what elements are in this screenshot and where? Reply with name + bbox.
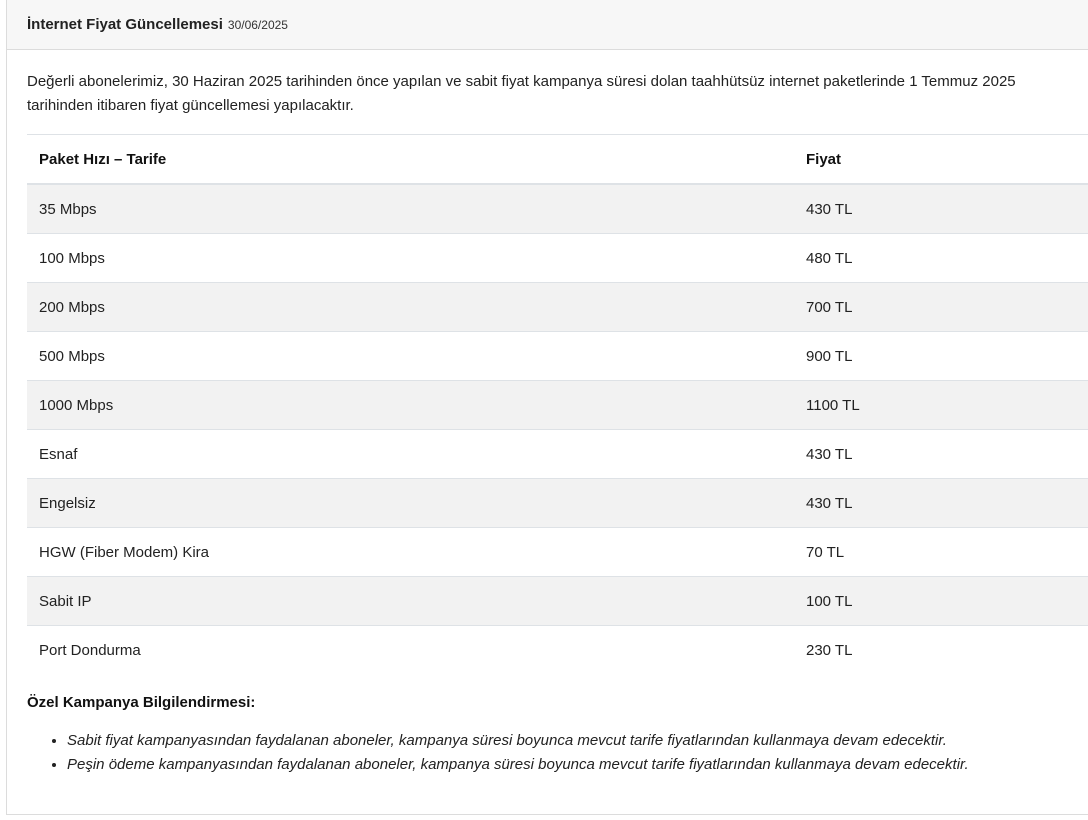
card-body xyxy=(7,50,1088,777)
card-header xyxy=(7,0,1088,50)
price-cell: 100 TL xyxy=(794,577,1088,626)
plan-cell: Engelsiz xyxy=(27,479,794,528)
table-row xyxy=(27,430,1088,479)
announcement-title: İnternet Fiyat Güncellemesi xyxy=(27,16,223,33)
price-cell: 430 TL xyxy=(794,479,1088,528)
announcement-card xyxy=(6,0,1088,815)
campaign-note: • Peşin ödeme kampanyasından faydalanan aboneler, kampanya süresi boyunca mevcut tarife fiyatlarından kullanmaya devam edecektir. xyxy=(67,753,1088,777)
table-row xyxy=(27,184,1088,234)
table-row xyxy=(27,332,1088,381)
announcement-date: 30/06/2025 xyxy=(227,17,288,32)
intro-text: Değerli abonelerimiz, 30 Haziran 2025 tarihinden önce yapılan ve sabit fiyat kampanya süresi dolan taahhütsüz internet paketlerinde 1 Temmuz 2025 tarihinden itibaren fiyat güncellemesi yapılacaktır. xyxy=(27,73,1016,114)
campaign-note: • Sabit fiyat kampanyasından faydalanan aboneler, kampanya süresi boyunca mevcut tarife fiyatlarından kullanmaya devam edecektir. xyxy=(67,729,1088,753)
campaign-notes-list xyxy=(27,729,1088,777)
column-header-plan: Paket Hızı – Tarife xyxy=(27,135,794,185)
plan-cell: 35 Mbps xyxy=(27,184,794,234)
plan-cell: Esnaf xyxy=(27,430,794,479)
price-cell: 430 TL xyxy=(794,184,1088,234)
price-cell: 230 TL xyxy=(794,626,1088,675)
column-header-price: Fiyat xyxy=(794,135,1088,185)
price-cell: 1100 TL xyxy=(794,381,1088,430)
price-cell: 430 TL xyxy=(794,430,1088,479)
table-row xyxy=(27,234,1088,283)
plan-cell: Port Dondurma xyxy=(27,626,794,675)
table-row xyxy=(27,577,1088,626)
plan-cell: Sabit IP xyxy=(27,577,794,626)
price-cell: 70 TL xyxy=(794,528,1088,577)
plan-cell: 200 Mbps xyxy=(27,283,794,332)
plan-cell: 100 Mbps xyxy=(27,234,794,283)
plan-cell: 500 Mbps xyxy=(27,332,794,381)
table-row xyxy=(27,626,1088,675)
table-header-row xyxy=(27,135,1088,185)
table-row xyxy=(27,528,1088,577)
plan-cell: HGW (Fiber Modem) Kira xyxy=(27,528,794,577)
price-cell: 480 TL xyxy=(794,234,1088,283)
table-row xyxy=(27,381,1088,430)
table-row xyxy=(27,479,1088,528)
campaign-title: Özel Kampanya Bilgilendirmesi: xyxy=(27,694,256,711)
plan-cell: 1000 Mbps xyxy=(27,381,794,430)
price-table xyxy=(27,134,1088,674)
price-cell: 900 TL xyxy=(794,332,1088,381)
price-cell: 700 TL xyxy=(794,283,1088,332)
table-row xyxy=(27,283,1088,332)
